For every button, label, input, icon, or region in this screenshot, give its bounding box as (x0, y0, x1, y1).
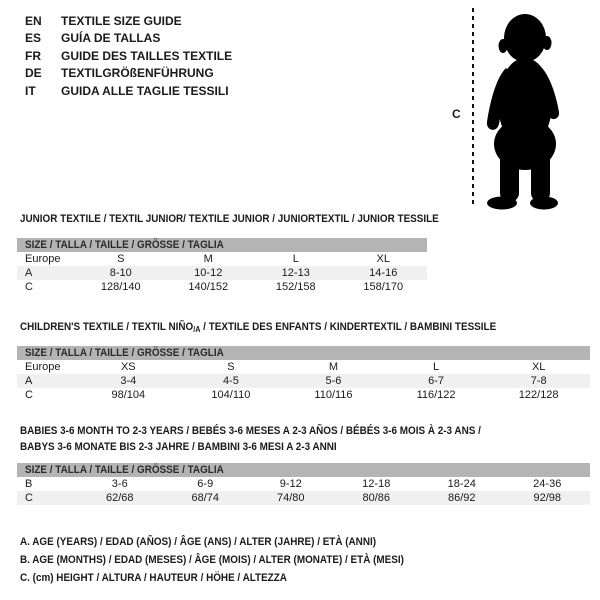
size-cell: 5-6 (325, 375, 342, 387)
size-cell: 68/74 (191, 492, 220, 504)
language-row-es (25, 30, 232, 48)
size-cell: 7-8 (530, 375, 547, 387)
table-row-height (17, 280, 427, 294)
language-code: ES (25, 31, 42, 46)
size-cell: L (433, 361, 440, 373)
size-cell: 92/98 (533, 492, 562, 504)
table-row-age-months (17, 477, 590, 491)
size-cell: XL (376, 253, 390, 265)
size-cell: 98/104 (111, 389, 146, 401)
size-cell: 80/86 (362, 492, 391, 504)
size-cell: 122/128 (518, 389, 559, 401)
table-row-height (17, 388, 590, 402)
children-table-title (20, 320, 496, 337)
row-label: A (25, 375, 33, 387)
size-cell: 74/80 (276, 492, 305, 504)
language-row-it (25, 82, 232, 100)
table-row-europe (17, 360, 590, 374)
size-cell: 14-16 (369, 267, 398, 279)
size-header-label: SIZE / TALLA / TAILLE / GRÖSSE / TAGLIA (25, 347, 224, 359)
size-cell: 158/170 (363, 281, 404, 293)
table-row-age (17, 266, 427, 280)
language-code: FR (25, 48, 41, 63)
row-label: Europe (25, 253, 61, 265)
row-label: B (25, 478, 33, 490)
size-cell: 152/158 (275, 281, 316, 293)
title-subscript: /A (193, 325, 201, 334)
size-header-label: SIZE / TALLA / TAILLE / GRÖSSE / TAGLIA (25, 239, 224, 251)
legend-notes (20, 533, 447, 587)
language-label: TEXTILE SIZE GUIDE (61, 13, 182, 28)
title-part: CHILDREN'S TEXTILE / TEXTIL NIÑO (20, 321, 194, 333)
size-cell: 12-13 (281, 267, 310, 279)
size-cell: S (227, 361, 235, 373)
size-cell: 110/116 (314, 389, 353, 401)
row-label: A (25, 267, 33, 279)
size-cell: M (203, 253, 213, 265)
size-cell: 10-12 (194, 267, 223, 279)
size-cell: 104/110 (211, 389, 251, 401)
table-row-age (17, 374, 590, 388)
size-cell: XL (531, 361, 546, 373)
language-label: GUIDA ALLE TAGLIE TESSILI (61, 83, 229, 98)
height-measure-dashed-line (472, 8, 474, 208)
size-cell: 3-6 (111, 478, 128, 490)
size-cell: L (292, 253, 299, 265)
row-label: C (25, 492, 33, 504)
row-label: C (25, 281, 33, 293)
title-part: / TEXTILE DES ENFANTS / KINDERTEXTIL / BAMBINI TESSILE (200, 321, 497, 333)
children-size-header-bar (17, 346, 590, 360)
language-code: IT (25, 83, 36, 98)
babies-table-title-line2: BABYS 3-6 MONATE BIS 2-3 JAHRE / BAMBINI 3-6 MESI A 2-3 ANNI (20, 441, 337, 453)
size-cell: 6-9 (197, 478, 214, 490)
language-row-de (25, 65, 232, 83)
junior-table (17, 238, 427, 294)
note-height: C. (cm) HEIGHT / ALTURA / HAUTEUR / HÖHE / ALTEZZA (20, 572, 287, 584)
toddler-silhouette-icon (478, 6, 578, 210)
language-guide (25, 12, 232, 100)
language-label: TEXTILGRÖßENFÜHRUNG (61, 66, 214, 81)
language-code: DE (25, 66, 42, 81)
language-code: EN (25, 13, 42, 28)
junior-size-header-bar (17, 238, 427, 252)
row-label: Europe (25, 361, 61, 373)
note-age-years: A. AGE (YEARS) / EDAD (AÑOS) / ÂGE (ANS) / ALTER (JAHRE) / ETÀ (ANNI) (20, 536, 377, 548)
language-label: GUIDE DES TAILLES TEXTILE (61, 48, 233, 63)
note-age-months: B. AGE (MONTHS) / EDAD (MESES) / ÂGE (MOIS) / ALTER (MONATE) / ETÀ (MESI) (20, 554, 404, 566)
junior-table-title: JUNIOR TEXTILE / TEXTIL JUNIOR/ TEXTILE JUNIOR / JUNIORTEXTIL / JUNIOR TESSILE (20, 213, 439, 225)
size-cell: 6-7 (428, 375, 445, 387)
size-cell: 140/152 (188, 281, 229, 293)
size-cell: 128/140 (100, 281, 141, 293)
table-row-height (17, 491, 590, 505)
size-cell: 12-18 (362, 478, 391, 490)
size-cell: 24-36 (533, 478, 562, 490)
size-cell: 116/122 (416, 389, 456, 401)
language-label: GUÍA DE TALLAS (61, 31, 161, 46)
language-row-en (25, 12, 232, 30)
size-cell: 18-24 (447, 478, 476, 490)
size-cell: M (328, 361, 339, 373)
row-label: C (25, 389, 33, 401)
language-row-fr (25, 47, 232, 65)
babies-table (17, 463, 590, 505)
size-cell: 3-4 (120, 375, 137, 387)
children-table (17, 346, 590, 402)
size-cell: XS (120, 361, 136, 373)
size-header-label: SIZE / TALLA / TAILLE / GRÖSSE / TAGLIA (25, 464, 224, 476)
babies-table-title-line1: BABIES 3-6 MONTH TO 2-3 YEARS / BEBÉS 3-6 MESES A 2-3 AÑOS / BÉBÉS 3-6 MOIS À 2-3 ANS / (20, 425, 481, 437)
size-cell: 86/92 (447, 492, 476, 504)
babies-size-header-bar (17, 463, 590, 477)
size-cell: 9-12 (279, 478, 302, 490)
size-cell: 62/68 (105, 492, 134, 504)
size-cell: 8-10 (109, 267, 132, 279)
size-cell: 4-5 (222, 375, 239, 387)
table-row-europe (17, 252, 427, 266)
height-measure-label: C (452, 107, 461, 121)
size-cell: S (117, 253, 125, 265)
